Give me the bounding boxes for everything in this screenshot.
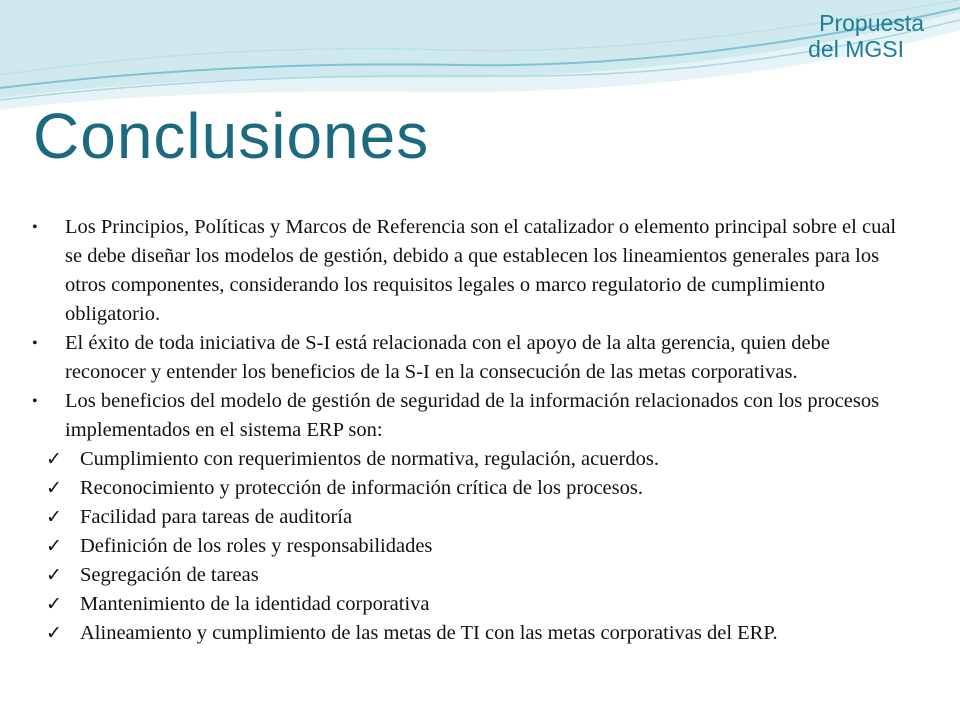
checkmark-icon: ✓ (46, 622, 62, 644)
bullet-text: Los Principios, Políticas y Marcos de Referencia son el catalizador o elemento principal sobre el cual se debe diseñar los modelos de gestión, debido a que establecen los lineamientos generales para los otros componentes, considerando los requisitos legales o marco regulatorio de cumplimiento obligatorio. (65, 216, 897, 325)
checkmark-icon: ✓ (46, 535, 62, 557)
benefit-text: Reconocimiento y protección de información crítica de los procesos. (80, 477, 643, 499)
bullet-item (30, 329, 915, 387)
checkmark-icon: ✓ (46, 477, 62, 499)
section-label-line1: Propuesta (819, 10, 924, 36)
section-label-line2: del MGSI (808, 36, 904, 62)
slide-title: Conclusiones (33, 100, 430, 172)
benefit-item (30, 503, 915, 532)
bullet-icon: • (32, 393, 38, 410)
slide-body (30, 213, 915, 648)
benefit-item (30, 445, 915, 474)
benefit-text: Facilidad para tareas de auditoría (80, 506, 353, 528)
benefit-text: Segregación de tareas (80, 564, 259, 586)
checkmark-icon: ✓ (46, 506, 62, 528)
bullet-item (30, 387, 915, 445)
checkmark-icon: ✓ (46, 448, 62, 470)
bullet-text: Los beneficios del modelo de gestión de seguridad de la información relacionados con los procesos implementados en el sistema ERP son: (65, 390, 880, 441)
benefit-list (30, 445, 915, 648)
bullet-icon: • (32, 219, 38, 236)
benefit-item (30, 590, 915, 619)
bullet-item (30, 213, 915, 329)
benefit-text: Mantenimiento de la identidad corporativa (80, 593, 430, 615)
benefit-text: Alineamiento y cumplimiento de las metas de TI con las metas corporativas del ERP. (80, 622, 778, 644)
benefit-item (30, 561, 915, 590)
benefit-text: Cumplimiento con requerimientos de normativa, regulación, acuerdos. (80, 448, 659, 470)
benefit-item (30, 532, 915, 561)
bullet-text: El éxito de toda iniciativa de S-I está relacionada con el apoyo de la alta gerencia, quien debe reconocer y entender los beneficios de la S-I en la consecución de las metas corporativas. (65, 332, 830, 383)
bullet-list (30, 213, 915, 445)
benefit-item (30, 474, 915, 503)
checkmark-icon: ✓ (46, 564, 62, 586)
checkmark-icon: ✓ (46, 593, 62, 615)
benefit-item (30, 619, 915, 648)
section-label (754, 10, 924, 62)
benefit-text: Definición de los roles y responsabilidades (80, 535, 433, 557)
bullet-icon: • (32, 335, 38, 352)
